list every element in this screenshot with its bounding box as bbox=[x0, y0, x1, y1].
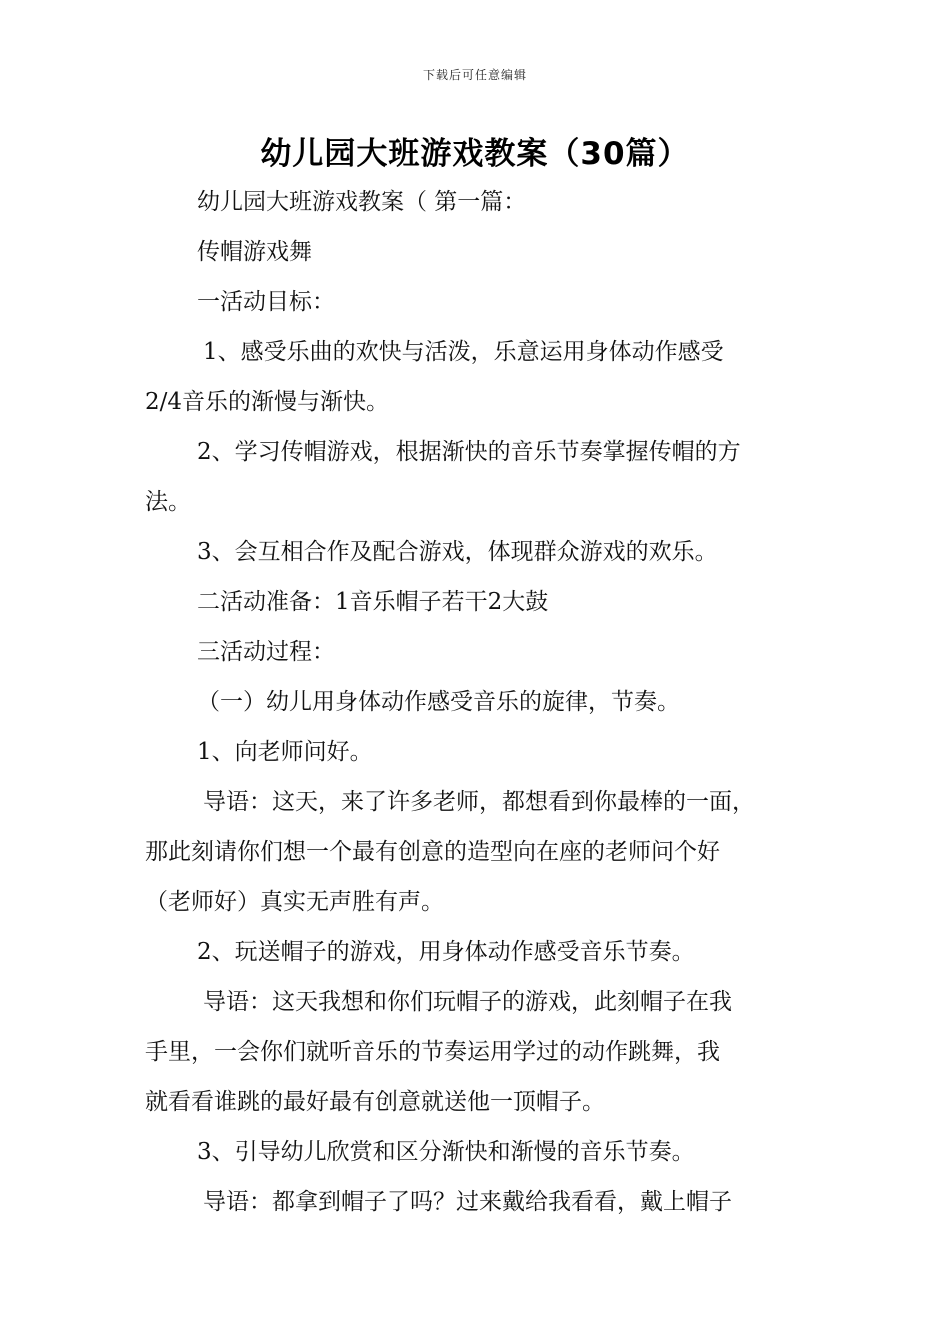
text-line: 幼儿园大班游戏教案（ 第一篇： bbox=[197, 189, 527, 215]
text-line: 手里，一会你们就听音乐的节奏运用学过的动作跳舞，我 bbox=[145, 1039, 720, 1065]
text-line: 导语：这天我想和你们玩帽子的游戏，此刻帽子在我 bbox=[203, 989, 732, 1015]
text-line: （老师好）真实无声胜有声。 bbox=[145, 889, 444, 915]
document-title: 幼儿园大班游戏教案（30篇） bbox=[260, 136, 690, 172]
text-line: 1、感受乐曲的欢快与活泼，乐意运用身体动作感受 bbox=[203, 339, 724, 365]
text-line: 就看看谁跳的最好最有创意就送他一顶帽子。 bbox=[145, 1089, 605, 1115]
text-line: 法。 bbox=[145, 489, 191, 515]
text-line: （一）幼儿用身体动作感受音乐的旋律，节奏。 bbox=[197, 689, 680, 715]
text-line: 一活动目标： bbox=[197, 289, 335, 315]
text-line: 传帽游戏舞 bbox=[197, 239, 312, 265]
text-line: 导语：都拿到帽子了吗？过来戴给我看看，戴上帽子 bbox=[203, 1189, 732, 1215]
text-line: 3、引导幼儿欣赏和区分渐快和渐慢的音乐节奏。 bbox=[197, 1139, 695, 1165]
text-line: 1、向老师问好。 bbox=[197, 739, 373, 765]
text-line: 2、学习传帽游戏，根据渐快的音乐节奏掌握传帽的方 bbox=[197, 439, 741, 465]
paragraph-intro bbox=[145, 177, 815, 1227]
text-line: 3、会互相合作及配合游戏，体现群众游戏的欢乐。 bbox=[197, 539, 718, 565]
text-line: 导语：这天，来了许多老师，都想看到你最棒的一面， bbox=[203, 789, 755, 815]
text-line: 那此刻请你们想一个最有创意的造型向在座的老师问个好 bbox=[145, 839, 720, 865]
page-header-note: 下载后可任意编辑 bbox=[422, 68, 527, 82]
text-line: 二活动准备：1音乐帽子若干2大鼓 bbox=[197, 589, 549, 615]
text-line: 2、玩送帽子的游戏，用身体动作感受音乐节奏。 bbox=[197, 939, 695, 965]
text-line: 2/4音乐的渐慢与渐快。 bbox=[145, 389, 390, 415]
text-line: 三活动过程： bbox=[197, 639, 335, 665]
